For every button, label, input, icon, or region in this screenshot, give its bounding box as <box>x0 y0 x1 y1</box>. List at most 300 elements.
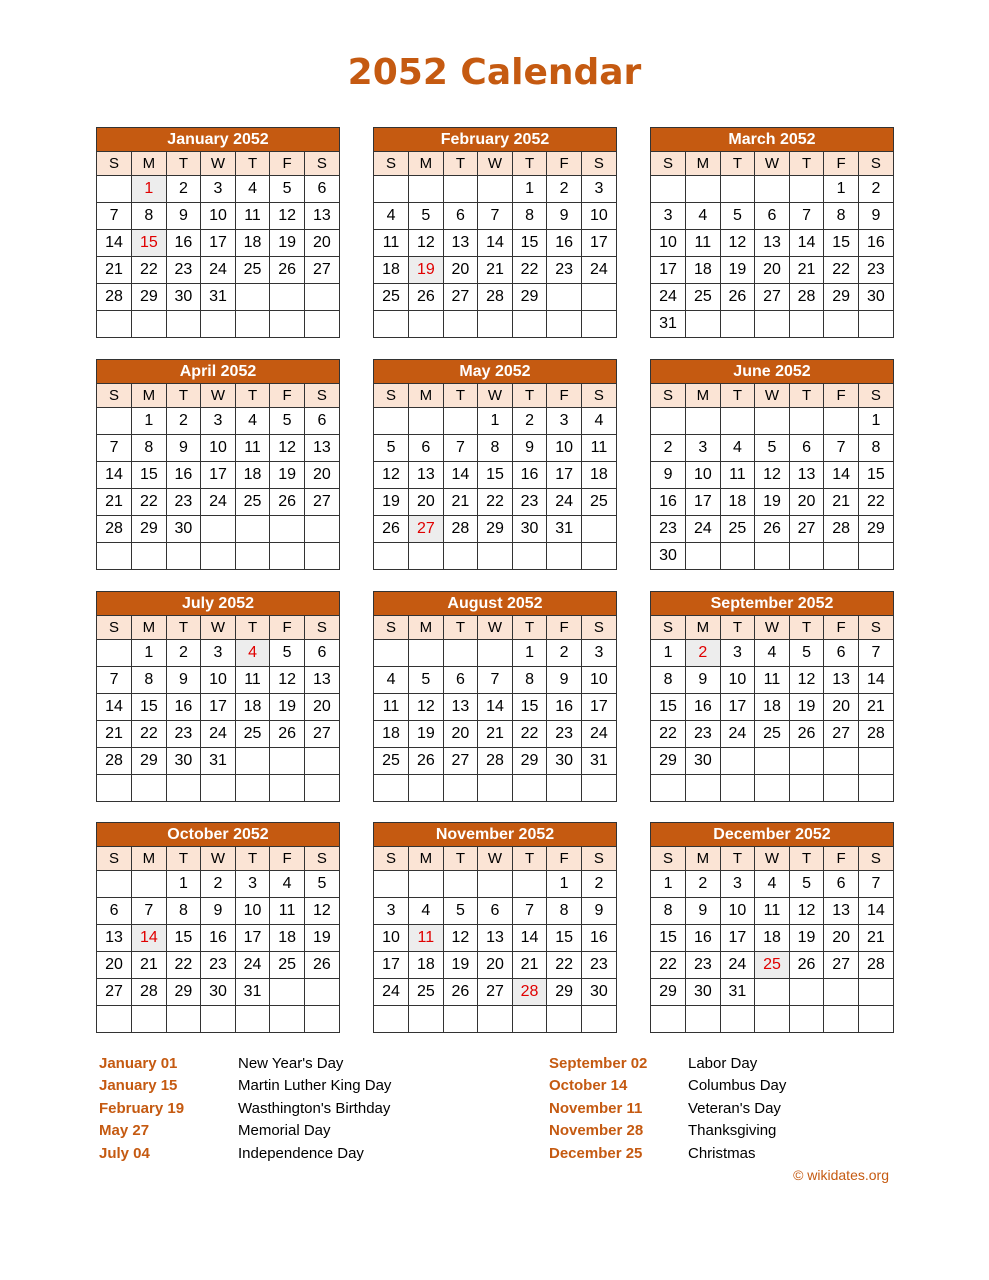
weekday-label: T <box>720 616 755 640</box>
week-row <box>651 898 893 925</box>
empty-cell <box>651 176 686 203</box>
day-cell: 21 <box>858 694 893 721</box>
day-cell: 13 <box>824 898 859 925</box>
empty-cell <box>443 311 478 338</box>
day-cell: 23 <box>858 257 893 284</box>
day-cell: 26 <box>789 721 824 748</box>
day-cell: 2 <box>581 871 616 898</box>
day-cell: 18 <box>755 694 790 721</box>
day-cell: 5 <box>720 203 755 230</box>
weekday-label: T <box>235 152 270 176</box>
day-cell: 3 <box>651 203 686 230</box>
day-cell: 23 <box>651 516 686 543</box>
day-cell: 17 <box>201 694 236 721</box>
holiday-name: Wasthington's Birthday <box>238 1099 391 1117</box>
day-cell: 15 <box>858 462 893 489</box>
empty-cell <box>858 775 893 802</box>
weekday-label: M <box>132 384 167 408</box>
day-cell: 2 <box>547 640 582 667</box>
week-row <box>374 462 616 489</box>
holiday-day-cell: 15 <box>132 230 167 257</box>
week-row <box>651 871 893 898</box>
weekday-label: S <box>651 152 686 176</box>
empty-cell <box>304 1006 339 1033</box>
empty-cell <box>686 176 721 203</box>
week-row <box>651 1006 893 1033</box>
day-cell: 23 <box>166 257 201 284</box>
weekday-label: T <box>512 384 547 408</box>
day-cell: 24 <box>581 721 616 748</box>
empty-cell <box>824 311 859 338</box>
week-row <box>97 435 339 462</box>
day-cell: 9 <box>166 667 201 694</box>
holiday-date: September 02 <box>549 1055 648 1072</box>
empty-cell <box>478 640 513 667</box>
day-cell: 30 <box>651 543 686 570</box>
day-cell: 28 <box>97 284 132 311</box>
day-cell: 24 <box>201 489 236 516</box>
holiday-day-cell: 14 <box>132 925 167 952</box>
empty-cell <box>755 748 790 775</box>
week-row <box>97 748 339 775</box>
day-cell: 28 <box>478 284 513 311</box>
day-cell: 5 <box>304 871 339 898</box>
empty-cell <box>235 775 270 802</box>
empty-cell <box>686 775 721 802</box>
empty-cell <box>755 311 790 338</box>
day-cell: 13 <box>789 462 824 489</box>
empty-cell <box>409 640 444 667</box>
month-title: October 2052 <box>97 823 339 847</box>
day-cell: 2 <box>547 176 582 203</box>
day-cell: 25 <box>720 516 755 543</box>
month-title: July 2052 <box>97 592 339 616</box>
day-cell: 30 <box>512 516 547 543</box>
weekday-label: F <box>824 847 859 871</box>
day-cell: 14 <box>512 925 547 952</box>
month-grid <box>651 384 893 569</box>
day-cell: 31 <box>547 516 582 543</box>
day-cell: 15 <box>651 694 686 721</box>
day-cell: 12 <box>374 462 409 489</box>
month-title: November 2052 <box>374 823 616 847</box>
day-cell: 25 <box>235 721 270 748</box>
day-cell: 27 <box>304 257 339 284</box>
day-cell: 12 <box>304 898 339 925</box>
empty-cell <box>547 1006 582 1033</box>
weekday-label: W <box>201 616 236 640</box>
day-cell: 3 <box>235 871 270 898</box>
day-cell: 23 <box>547 257 582 284</box>
week-row <box>97 667 339 694</box>
day-cell: 1 <box>858 408 893 435</box>
weekday-header-row <box>374 847 616 871</box>
day-cell: 10 <box>720 667 755 694</box>
empty-cell <box>789 775 824 802</box>
day-cell: 5 <box>789 871 824 898</box>
day-cell: 26 <box>409 748 444 775</box>
empty-cell <box>166 775 201 802</box>
day-cell: 2 <box>201 871 236 898</box>
day-cell: 21 <box>443 489 478 516</box>
week-row <box>97 489 339 516</box>
week-row <box>374 979 616 1006</box>
day-cell: 12 <box>409 694 444 721</box>
day-cell: 20 <box>443 721 478 748</box>
empty-cell <box>97 408 132 435</box>
empty-cell <box>374 176 409 203</box>
day-cell: 13 <box>304 203 339 230</box>
day-cell: 23 <box>686 721 721 748</box>
holiday-row <box>99 1053 391 1075</box>
holiday-name: Veteran's Day <box>688 1099 781 1117</box>
week-row <box>374 871 616 898</box>
day-cell: 23 <box>201 952 236 979</box>
day-cell: 5 <box>789 640 824 667</box>
day-cell: 20 <box>409 489 444 516</box>
empty-cell <box>304 516 339 543</box>
weekday-label: T <box>789 152 824 176</box>
day-cell: 6 <box>789 435 824 462</box>
day-cell: 16 <box>166 230 201 257</box>
week-row <box>97 952 339 979</box>
day-cell: 5 <box>755 435 790 462</box>
empty-cell <box>824 1006 859 1033</box>
day-cell: 19 <box>789 925 824 952</box>
day-cell: 20 <box>304 694 339 721</box>
weekday-label: T <box>720 384 755 408</box>
day-cell: 12 <box>270 203 305 230</box>
day-cell: 15 <box>824 230 859 257</box>
day-cell: 11 <box>374 694 409 721</box>
day-cell: 23 <box>166 489 201 516</box>
empty-cell <box>235 516 270 543</box>
weekday-label: S <box>858 152 893 176</box>
day-cell: 20 <box>478 952 513 979</box>
week-row <box>97 721 339 748</box>
day-cell: 9 <box>686 667 721 694</box>
empty-cell <box>581 516 616 543</box>
holiday-name: Christmas <box>688 1144 756 1162</box>
empty-cell <box>478 176 513 203</box>
empty-cell <box>581 775 616 802</box>
month-grid <box>374 384 616 569</box>
day-cell: 13 <box>409 462 444 489</box>
week-row <box>97 257 339 284</box>
week-row <box>374 284 616 311</box>
empty-cell <box>132 543 167 570</box>
day-cell: 8 <box>512 203 547 230</box>
day-cell: 30 <box>581 979 616 1006</box>
weekday-header-row <box>651 152 893 176</box>
holiday-day-cell: 1 <box>132 176 167 203</box>
week-row <box>374 925 616 952</box>
day-cell: 25 <box>374 284 409 311</box>
month-grid <box>651 152 893 337</box>
empty-cell <box>132 871 167 898</box>
empty-cell <box>270 775 305 802</box>
day-cell: 16 <box>686 694 721 721</box>
day-cell: 10 <box>581 203 616 230</box>
day-cell: 25 <box>686 284 721 311</box>
empty-cell <box>235 543 270 570</box>
empty-cell <box>374 775 409 802</box>
day-cell: 9 <box>547 667 582 694</box>
month-title: April 2052 <box>97 360 339 384</box>
weekday-label: S <box>374 616 409 640</box>
day-cell: 22 <box>132 721 167 748</box>
day-cell: 6 <box>824 871 859 898</box>
empty-cell <box>201 543 236 570</box>
day-cell: 28 <box>789 284 824 311</box>
day-cell: 16 <box>651 489 686 516</box>
day-cell: 29 <box>512 748 547 775</box>
day-cell: 8 <box>651 667 686 694</box>
day-cell: 24 <box>235 952 270 979</box>
holiday-day-cell: 25 <box>755 952 790 979</box>
day-cell: 23 <box>581 952 616 979</box>
day-cell: 31 <box>201 284 236 311</box>
day-cell: 5 <box>374 435 409 462</box>
weekday-header-row <box>97 152 339 176</box>
day-cell: 12 <box>270 667 305 694</box>
day-cell: 7 <box>97 667 132 694</box>
empty-cell <box>443 871 478 898</box>
day-cell: 26 <box>270 721 305 748</box>
month-grid <box>374 847 616 1032</box>
month-grid <box>97 384 339 569</box>
day-cell: 13 <box>443 694 478 721</box>
weekday-header-row <box>97 384 339 408</box>
day-cell: 18 <box>235 230 270 257</box>
day-cell: 18 <box>374 257 409 284</box>
day-cell: 13 <box>478 925 513 952</box>
week-row <box>651 489 893 516</box>
day-cell: 6 <box>443 203 478 230</box>
day-cell: 17 <box>581 230 616 257</box>
empty-cell <box>686 1006 721 1033</box>
day-cell: 5 <box>270 408 305 435</box>
empty-cell <box>409 775 444 802</box>
month-6 <box>650 359 894 570</box>
holiday-row <box>549 1098 786 1120</box>
weekday-label: T <box>443 152 478 176</box>
empty-cell <box>235 1006 270 1033</box>
day-cell: 9 <box>166 435 201 462</box>
day-cell: 17 <box>201 462 236 489</box>
day-cell: 21 <box>789 257 824 284</box>
weekday-label: M <box>409 384 444 408</box>
month-grid <box>97 152 339 337</box>
day-cell: 17 <box>374 952 409 979</box>
day-cell: 10 <box>201 667 236 694</box>
weekday-label: S <box>304 847 339 871</box>
empty-cell <box>97 871 132 898</box>
day-cell: 29 <box>547 979 582 1006</box>
empty-cell <box>235 311 270 338</box>
holiday-row <box>549 1053 786 1075</box>
month-8 <box>373 591 617 802</box>
weekday-header-row <box>651 616 893 640</box>
day-cell: 23 <box>686 952 721 979</box>
day-cell: 3 <box>201 176 236 203</box>
month-title: December 2052 <box>651 823 893 847</box>
day-cell: 9 <box>651 462 686 489</box>
week-row <box>651 462 893 489</box>
weekday-label: M <box>132 847 167 871</box>
empty-cell <box>97 311 132 338</box>
week-row <box>97 176 339 203</box>
day-cell: 4 <box>270 871 305 898</box>
weekday-label: S <box>858 847 893 871</box>
day-cell: 6 <box>97 898 132 925</box>
week-row <box>97 462 339 489</box>
day-cell: 3 <box>581 176 616 203</box>
day-cell: 18 <box>581 462 616 489</box>
day-cell: 8 <box>512 667 547 694</box>
week-row <box>651 748 893 775</box>
day-cell: 26 <box>720 284 755 311</box>
month-10 <box>96 822 340 1033</box>
day-cell: 9 <box>201 898 236 925</box>
weekday-label: T <box>166 384 201 408</box>
month-grid <box>374 616 616 801</box>
empty-cell <box>651 408 686 435</box>
day-cell: 10 <box>201 203 236 230</box>
day-cell: 22 <box>478 489 513 516</box>
empty-cell <box>720 408 755 435</box>
weekday-label: S <box>97 616 132 640</box>
empty-cell <box>374 640 409 667</box>
empty-cell <box>374 871 409 898</box>
empty-cell <box>824 748 859 775</box>
weekday-label: M <box>686 152 721 176</box>
day-cell: 31 <box>581 748 616 775</box>
day-cell: 29 <box>824 284 859 311</box>
page-title: 2052 Calendar <box>347 52 642 93</box>
empty-cell <box>755 408 790 435</box>
month-7 <box>96 591 340 802</box>
week-row <box>97 203 339 230</box>
empty-cell <box>824 408 859 435</box>
day-cell: 12 <box>720 230 755 257</box>
empty-cell <box>166 1006 201 1033</box>
weekday-label: F <box>824 384 859 408</box>
empty-cell <box>409 311 444 338</box>
empty-cell <box>409 1006 444 1033</box>
day-cell: 11 <box>581 435 616 462</box>
empty-cell <box>201 311 236 338</box>
week-row <box>97 775 339 802</box>
credit-link[interactable]: © wikidates.org <box>793 1167 889 1183</box>
empty-cell <box>97 176 132 203</box>
week-row <box>374 748 616 775</box>
weekday-label: S <box>97 152 132 176</box>
empty-cell <box>270 543 305 570</box>
weekday-label: S <box>374 152 409 176</box>
weekday-label: S <box>304 384 339 408</box>
empty-cell <box>720 1006 755 1033</box>
empty-cell <box>858 748 893 775</box>
day-cell: 24 <box>201 721 236 748</box>
day-cell: 17 <box>720 925 755 952</box>
day-cell: 7 <box>132 898 167 925</box>
weekday-header-row <box>651 384 893 408</box>
day-cell: 8 <box>651 898 686 925</box>
weekday-label: S <box>304 152 339 176</box>
day-cell: 5 <box>409 667 444 694</box>
holiday-date: July 04 <box>99 1144 150 1162</box>
week-row <box>97 284 339 311</box>
weekday-label: S <box>858 384 893 408</box>
empty-cell <box>478 775 513 802</box>
day-cell: 7 <box>858 871 893 898</box>
day-cell: 13 <box>97 925 132 952</box>
weekday-label: W <box>478 152 513 176</box>
day-cell: 30 <box>166 284 201 311</box>
day-cell: 16 <box>858 230 893 257</box>
empty-cell <box>512 543 547 570</box>
day-cell: 28 <box>478 748 513 775</box>
day-cell: 20 <box>755 257 790 284</box>
empty-cell <box>304 543 339 570</box>
day-cell: 7 <box>789 203 824 230</box>
day-cell: 22 <box>132 489 167 516</box>
day-cell: 3 <box>720 871 755 898</box>
day-cell: 22 <box>512 257 547 284</box>
day-cell: 3 <box>201 640 236 667</box>
day-cell: 27 <box>443 748 478 775</box>
day-cell: 29 <box>478 516 513 543</box>
day-cell: 12 <box>409 230 444 257</box>
day-cell: 4 <box>235 176 270 203</box>
day-cell: 5 <box>409 203 444 230</box>
weekday-label: W <box>755 616 790 640</box>
week-row <box>97 979 339 1006</box>
day-cell: 18 <box>270 925 305 952</box>
day-cell: 22 <box>132 257 167 284</box>
day-cell: 2 <box>166 176 201 203</box>
empty-cell <box>270 748 305 775</box>
day-cell: 2 <box>512 408 547 435</box>
day-cell: 21 <box>824 489 859 516</box>
day-cell: 15 <box>478 462 513 489</box>
holiday-list-right <box>549 1053 786 1165</box>
empty-cell <box>201 516 236 543</box>
empty-cell <box>755 775 790 802</box>
weekday-label: T <box>235 847 270 871</box>
holiday-name: Martin Luther King Day <box>238 1077 392 1095</box>
day-cell: 25 <box>235 489 270 516</box>
day-cell: 16 <box>166 694 201 721</box>
day-cell: 21 <box>97 489 132 516</box>
holiday-row <box>99 1143 391 1165</box>
empty-cell <box>755 543 790 570</box>
day-cell: 6 <box>304 176 339 203</box>
weekday-label: F <box>270 847 305 871</box>
day-cell: 19 <box>270 462 305 489</box>
day-cell: 22 <box>824 257 859 284</box>
day-cell: 7 <box>858 640 893 667</box>
empty-cell <box>304 748 339 775</box>
week-row <box>97 898 339 925</box>
month-9 <box>650 591 894 802</box>
empty-cell <box>374 311 409 338</box>
day-cell: 17 <box>720 694 755 721</box>
month-grid <box>97 616 339 801</box>
day-cell: 24 <box>720 952 755 979</box>
week-row <box>651 203 893 230</box>
